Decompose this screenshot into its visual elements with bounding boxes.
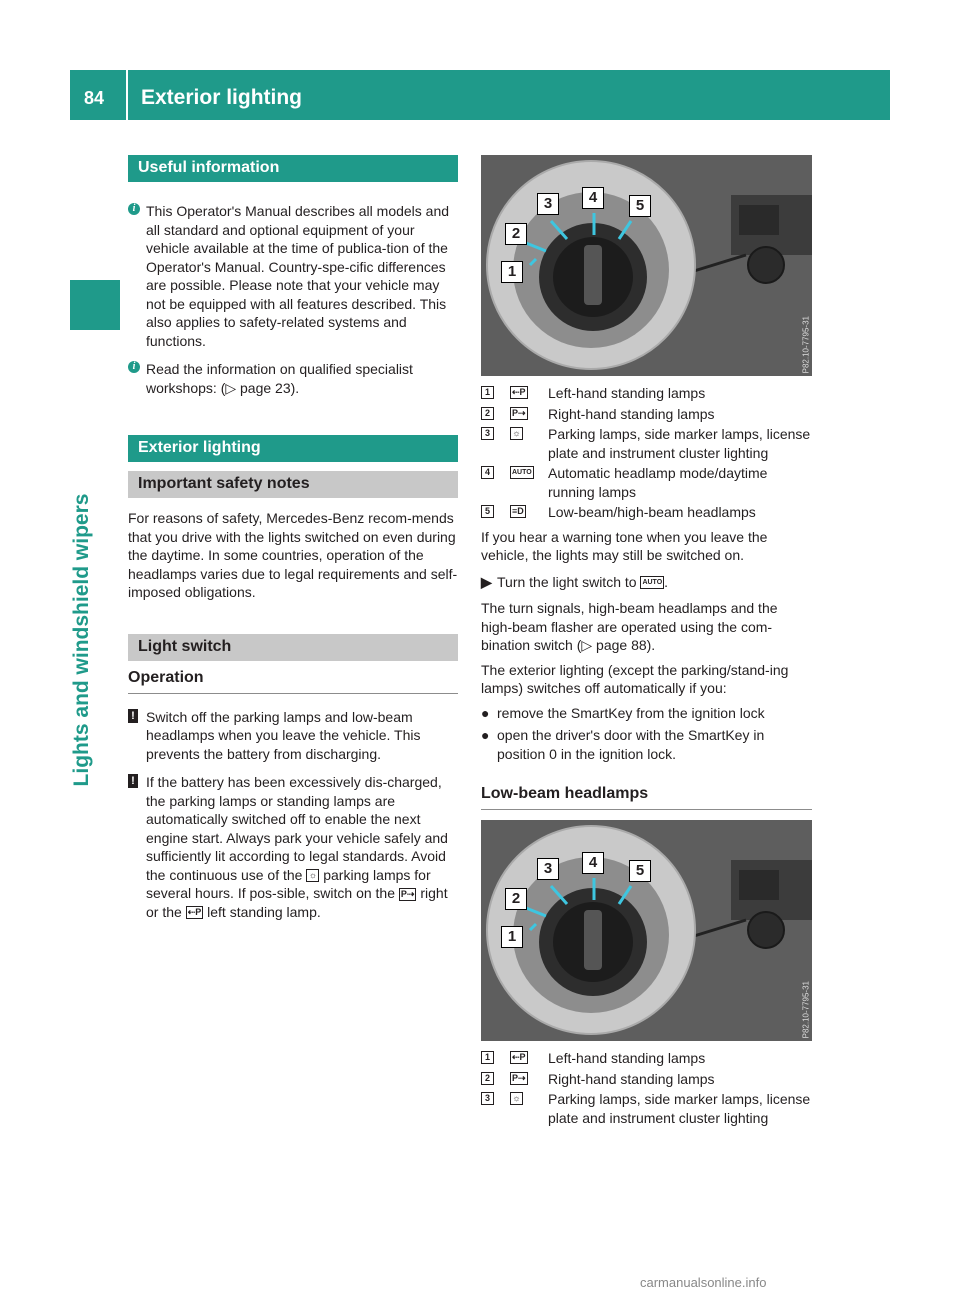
light-switch-figure-1 [481, 155, 812, 376]
figure-code: P82.10-7795-31 [801, 981, 810, 1039]
warning-tone-text: If you hear a warning tone when you leave the vehicle, the lights may still be switched on. [481, 528, 768, 563]
warning-icon: ! [128, 774, 138, 788]
legend-item: 2 P⇢ Right-hand standing lamps [481, 405, 812, 424]
page-number: 84 [84, 88, 105, 108]
legend-number: 2 [481, 1072, 494, 1085]
info-icon: i [128, 361, 140, 373]
info-note-1: i This Operator's Manual describes all models and all standard and optional equipment of your vehicle available at the time of publica-tion of the Operator's Manual. Country-spe-cific differences are possible. Please note that your vehicle may not be equipped with all features described. This also applies to safety-related systems and functions. [128, 202, 458, 350]
legend-list-1 [481, 384, 812, 522]
light-switch-figure-2 [481, 820, 812, 1041]
low-beam-heading: Low-beam headlamps [481, 785, 812, 810]
parking-lamps-icon: ☼ [306, 869, 319, 882]
safety-notes-heading: Important safety notes [128, 471, 458, 498]
figure-code: P82.10-7795-31 [801, 316, 810, 374]
legend-number: 3 [481, 427, 494, 440]
callout-4: 4 [582, 852, 604, 874]
legend-number: 1 [481, 386, 494, 399]
legend-number: 4 [481, 466, 494, 479]
side-tab-marker [70, 280, 120, 330]
header-divider [126, 70, 128, 120]
bullet-icon: ● [481, 704, 490, 721]
left-standing-lamp-icon: ⇠P [187, 907, 202, 918]
legend-number: 1 [481, 1051, 494, 1064]
step-arrow-icon: ▶ [481, 573, 492, 590]
warning-note-1: ! Switch off the parking lamps and low-beam headlamps when you leave the vehicle. This prevents the battery from discharging. [128, 708, 458, 764]
right-standing-lamp-icon: P⇢ [400, 888, 415, 899]
legend-item: 2 P⇢ Right-hand standing lamps [481, 1070, 812, 1089]
warning-icon: ! [128, 709, 138, 723]
low-beam-icon: ≡D [512, 506, 524, 516]
side-tab-label: Lights and windshield wipers [70, 493, 93, 787]
legend-number: 5 [481, 505, 494, 518]
left-column [128, 155, 458, 921]
right-standing-lamp-icon: P⇢ [512, 1072, 526, 1083]
info-icon: i [128, 203, 140, 215]
light-switch-illustration [481, 820, 812, 1041]
bullet-item: ● open the driver's door with the SmartKey in position 0 in the ignition lock. [481, 727, 765, 762]
callout-2: 2 [505, 888, 527, 910]
header-title: Exterior lighting [141, 86, 303, 109]
parking-lamps-icon: ☼ [510, 427, 523, 440]
turn-signals-text: The turn signals, high-beam headlamps and the high-beam flasher are operated using the com-bination switch (▷ page 88). [481, 600, 778, 653]
callout-5: 5 [629, 195, 651, 217]
legend-item: 3 ☼ Parking lamps, side marker lamps, license plate and instrument cluster lighting [481, 425, 812, 462]
info-note-2: i Read the information on qualified specialist workshops: (▷ page 23). [128, 360, 458, 397]
legend-number: 2 [481, 407, 494, 420]
auto-headlamp-icon: AUTO [510, 466, 534, 479]
legend-item: 5 ≡D Low-beam/high-beam headlamps [481, 503, 812, 522]
bullet-item: ● remove the SmartKey from the ignition lock [481, 704, 765, 721]
legend-item: 1 ⇠P Left-hand standing lamps [481, 384, 812, 403]
light-switch-heading: Light switch [128, 634, 458, 661]
legend-number: 3 [481, 1092, 494, 1105]
callout-3: 3 [537, 193, 559, 215]
light-switch-illustration [481, 155, 812, 376]
operation-heading: Operation [128, 669, 458, 694]
callout-1: 1 [501, 261, 523, 283]
parking-lamps-icon: ☼ [510, 1092, 523, 1105]
auto-headlamp-icon: AUTO [640, 576, 664, 589]
safety-text: For reasons of safety, Mercedes-Benz recom-mends that you drive with the lights switched on even during the daytime. In some countries, operation of the headlamps varies due to legal requirements and self-imposed obligations. [128, 510, 458, 600]
left-standing-lamp-icon: ⇠P [512, 1052, 526, 1062]
auto-off-text: The exterior lighting (except the parking/stand-ing lamps) switches off automatically if you: [481, 661, 789, 696]
left-standing-lamp-icon: ⇠P [512, 387, 526, 397]
legend-item: 1 ⇠P Left-hand standing lamps [481, 1049, 812, 1068]
useful-info-heading: Useful information [128, 155, 458, 182]
right-column [481, 155, 812, 1129]
legend-item: 3 ☼ Parking lamps, side marker lamps, license plate and instrument cluster lighting [481, 1090, 812, 1127]
callout-4: 4 [582, 187, 604, 209]
exterior-lighting-heading: Exterior lighting [128, 435, 458, 462]
bullet-icon: ● [481, 727, 490, 743]
step-turn-switch: ▶ Turn the light switch to AUTO . [481, 573, 669, 590]
callout-3: 3 [537, 858, 559, 880]
right-standing-lamp-icon: P⇢ [512, 407, 526, 418]
legend-item: 4 AUTO Automatic headlamp mode/daytime running lamps [481, 464, 812, 501]
callout-1: 1 [501, 926, 523, 948]
callout-2: 2 [505, 223, 527, 245]
site-watermark: carmanualsonline.info [640, 1275, 767, 1290]
warning-note-2: ! If the battery has been excessively dis-charged, the parking lamps or standing lamps are automatically switched off to enable the next engine start. Always park your vehicle safely and sufficiently lit according to legal standards. Avoid the continuous use of the ☼ parking lamps for several hours. If pos-sible, switch on the P⇢ right or the ⇠P left standing lamp. [128, 773, 458, 921]
legend-list-2 [481, 1049, 812, 1127]
callout-5: 5 [629, 860, 651, 882]
